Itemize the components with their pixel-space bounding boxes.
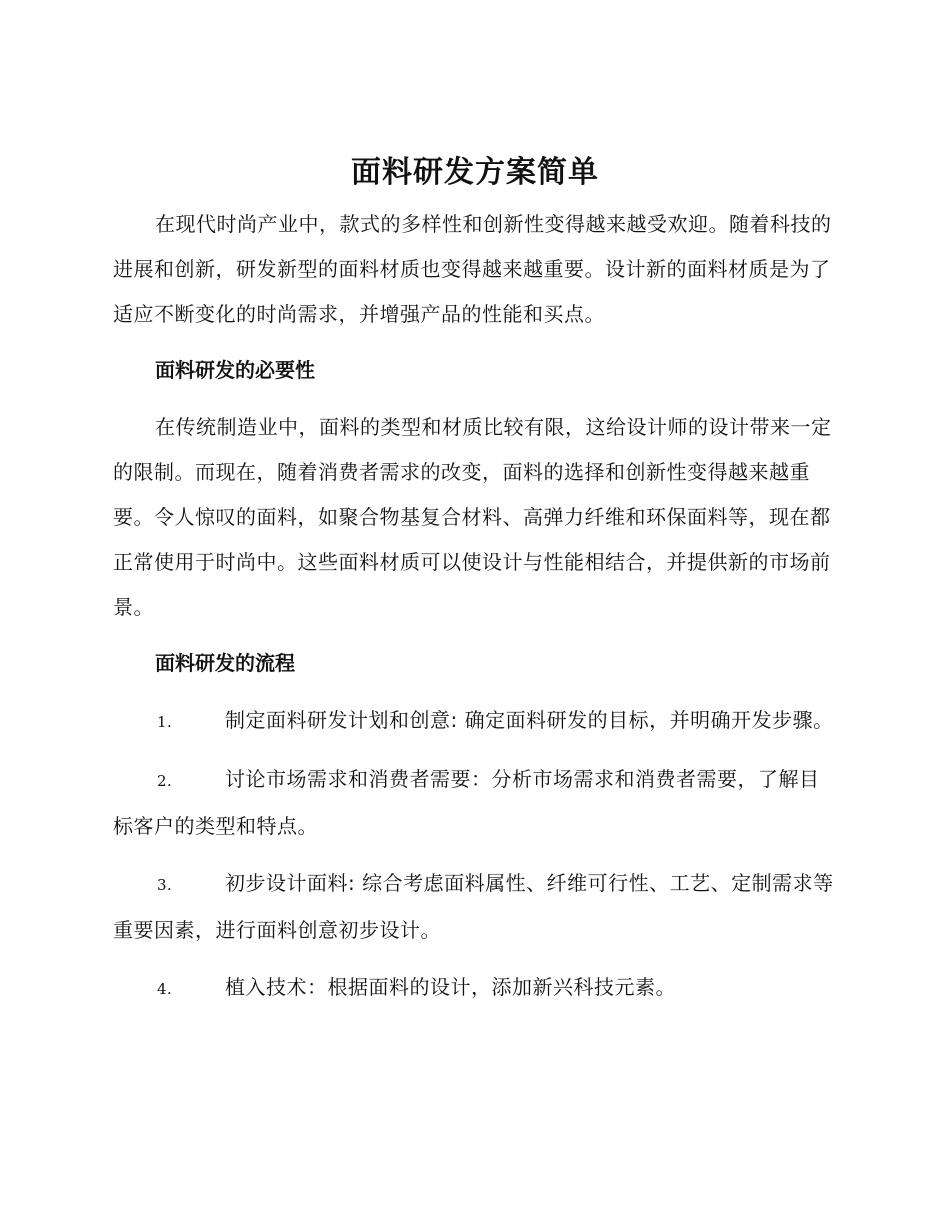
step-number: 2. xyxy=(157,772,173,790)
step-number: 1. xyxy=(157,713,173,731)
list-item xyxy=(113,965,837,1012)
step-text: 植入技术：根据面料的设计，添加新兴科技元素。 xyxy=(225,975,676,999)
document-page xyxy=(113,150,837,1024)
step-text: 讨论市场需求和消费者需要：分析市场需求和消费者需要，了解目标客户的类型和特点。 xyxy=(113,767,820,838)
step-text: 制定面料研发计划和创意: 确定面料研发的目标，并明确开发步骤。 xyxy=(225,708,834,732)
process-steps-list xyxy=(113,698,837,1012)
necessity-paragraph: 在传统制造业中，面料的类型和材质比较有限，这给设计师的设计带来一定的限制。而现在，随着消费者需求的改变，面料的选择和创新性变得越来越重要。令人惊叹的面料，如聚合物基复合材料、高弹力纤维和环保面料等，现在都正常使用于时尚中。这些面料材质可以使设计与性能相结合，并提供新的市场前景。 xyxy=(113,415,832,619)
intro-paragraph: 在现代时尚产业中，款式的多样性和创新性变得越来越受欢迎。随着科技的进展和创新，研发新型的面料材质也变得越来越重要。设计新的面料材质是为了适应不断变化的时尚需求，并增强产品的性能和买点。 xyxy=(113,212,832,326)
list-item xyxy=(113,698,837,745)
list-item xyxy=(113,757,837,849)
step-number: 4. xyxy=(157,980,173,998)
document-title: 面料研发方案简单 xyxy=(351,155,599,190)
step-text: 初步设计面料: 综合考虑面料属性、纤维可行性、工艺、定制需求等重要因素，进行面料创意初步设计。 xyxy=(113,871,834,942)
section-heading-necessity: 面料研发的必要性 xyxy=(155,358,315,382)
section-heading-process: 面料研发的流程 xyxy=(155,651,295,675)
list-item xyxy=(113,861,837,953)
step-number: 3. xyxy=(157,876,173,894)
